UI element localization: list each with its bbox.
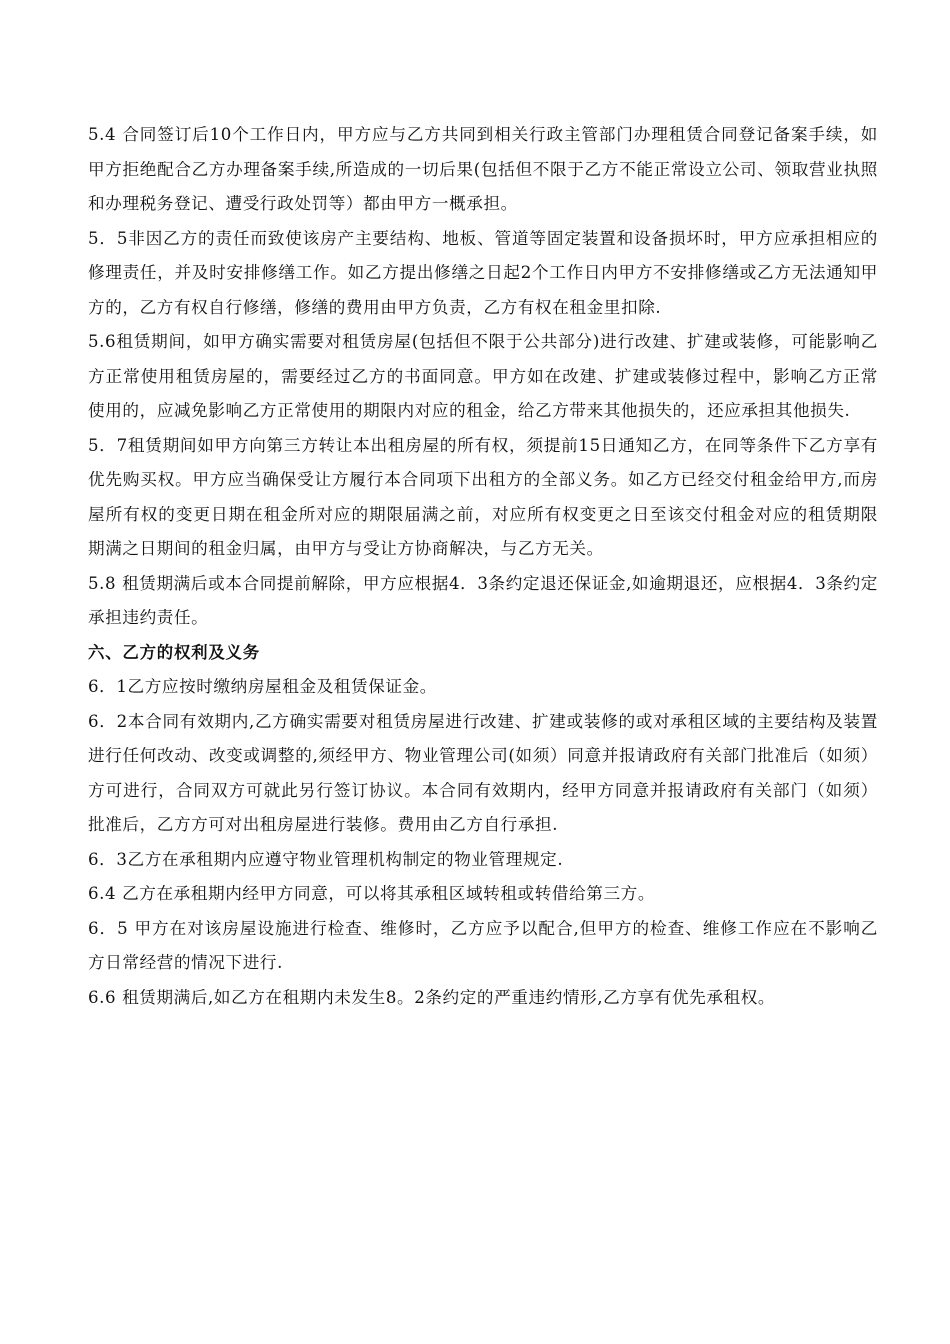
clause-5-6: 5.6租赁期间，如甲方确实需要对租赁房屋(包括但不限于公共部分)进行改建、扩建或装修，可能影响乙方正常使用租赁房屋的，需要经过乙方的书面同意。甲方如在改建、扩建或装修过程中，影响乙方正常使用的，应减免影响乙方正常使用的期限内对应的租金，给乙方带来其他损失的，还应承担其他损失. <box>88 332 878 420</box>
clause-5-8: 5.8 租赁期满后或本合同提前解除，甲方应根据4．3条约定退还保证金,如逾期退还，应根据4．3条约定承担违约责任。 <box>88 573 878 627</box>
clause-5-5: 5．5非因乙方的责任而致使该房产主要结构、地板、管道等固定装置和设备损坏时，甲方应承担相应的修理责任，并及时安排修缮工作。如乙方提出修缮之日起2个工作日内甲方不安排修缮或乙方无法通知甲方的，乙方有权自行修缮，修缮的费用由甲方负责，乙方有权在租金里扣除. <box>88 228 878 317</box>
clause-6-4: 6.4 乙方在承租期内经甲方同意，可以将其承租区域转租或转借给第三方。 <box>88 884 656 903</box>
section-6-heading: 六、乙方的权利及义务 <box>88 642 260 662</box>
clause-6-5: 6．5 甲方在对该房屋设施进行检查、维修时，乙方应予以配合,但甲方的检查、维修工作应在不影响乙方日常经营的情况下进行. <box>88 918 878 972</box>
clause-6-2: 6．2本合同有效期内,乙方确实需要对租赁房屋进行改建、扩建或装修的或对承租区域的主要结构及装置进行任何改动、改变或调整的,须经甲方、物业管理公司(如须）同意并报请政府有关部门批准后（如须）方可进行，合同双方可就此另行签订协议。本合同有效期内，经甲方同意并报请政府有关部门（如须）批准后，乙方方可对出租房屋进行装修。费用由乙方自行承担. <box>88 711 878 834</box>
clause-6-6: 6.6 租赁期满后,如乙方在租期内未发生8。2条约定的严重违约情形,乙方享有优先承租权。 <box>88 987 776 1007</box>
document-page <box>88 118 878 1015</box>
clause-5-4: 5.4 合同签订后10个工作日内，甲方应与乙方共同到相关行政主管部门办理租赁合同登记备案手续，如甲方拒绝配合乙方办理备案手续,所造成的一切后果(包括但不限于乙方不能正常设立公司、领取营业执照和办理税务登记、遭受行政处罚等）都由甲方一概承担。 <box>88 125 878 213</box>
clause-6-3: 6．3乙方在承租期内应遵守物业管理机构制定的物业管理规定. <box>88 849 564 869</box>
clause-6-1: 6．1乙方应按时缴纳房屋租金及租赁保证金。 <box>88 677 437 696</box>
clause-5-7: 5．7租赁期间如甲方向第三方转让本出租房屋的所有权，须提前15日通知乙方，在同等条件下乙方享有优先购买权。甲方应当确保受让方履行本合同项下出租方的全部义务。如乙方已经交付租金给甲方,而房屋所有权的变更日期在租金所对应的期限届满之前，对应所有权变更之日至该交付租金对应的租赁期限期满之日期间的租金归属，由甲方与受让方协商解决，与乙方无关。 <box>88 435 878 558</box>
